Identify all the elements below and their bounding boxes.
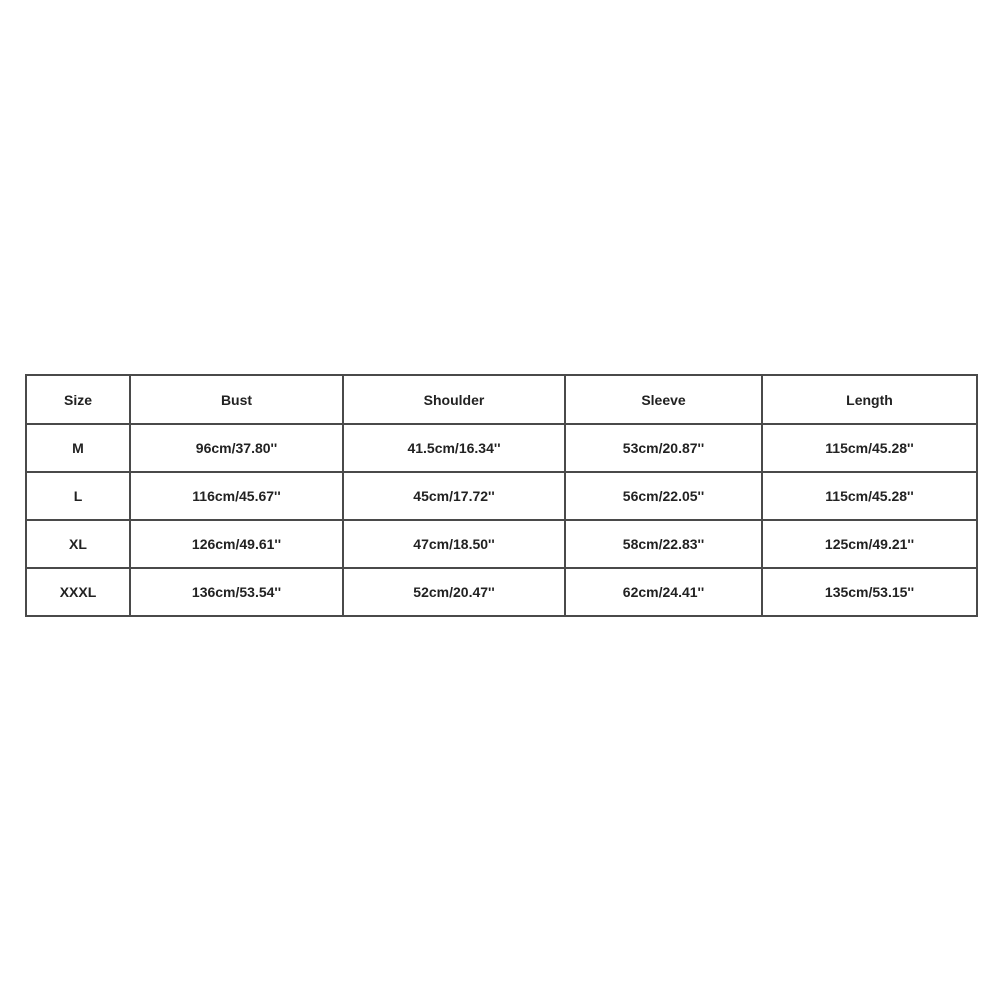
cell-sleeve: 53cm/20.87'': [565, 424, 762, 472]
table-row: [26, 568, 977, 616]
size-chart-table: [25, 374, 978, 617]
cell-size: XXXL: [26, 568, 130, 616]
cell-sleeve: 58cm/22.83'': [565, 520, 762, 568]
table-header-row: [26, 375, 977, 424]
cell-size: M: [26, 424, 130, 472]
header-size: Size: [26, 375, 130, 424]
cell-bust: 136cm/53.54'': [130, 568, 343, 616]
cell-length: 115cm/45.28'': [762, 472, 977, 520]
cell-size: L: [26, 472, 130, 520]
cell-size: XL: [26, 520, 130, 568]
cell-length: 115cm/45.28'': [762, 424, 977, 472]
cell-sleeve: 62cm/24.41'': [565, 568, 762, 616]
cell-shoulder: 41.5cm/16.34'': [343, 424, 565, 472]
cell-bust: 116cm/45.67'': [130, 472, 343, 520]
cell-shoulder: 52cm/20.47'': [343, 568, 565, 616]
cell-sleeve: 56cm/22.05'': [565, 472, 762, 520]
header-bust: Bust: [130, 375, 343, 424]
cell-length: 135cm/53.15'': [762, 568, 977, 616]
table-row: [26, 520, 977, 568]
header-length: Length: [762, 375, 977, 424]
table-row: [26, 424, 977, 472]
header-sleeve: Sleeve: [565, 375, 762, 424]
cell-length: 125cm/49.21'': [762, 520, 977, 568]
cell-shoulder: 47cm/18.50'': [343, 520, 565, 568]
cell-bust: 126cm/49.61'': [130, 520, 343, 568]
cell-shoulder: 45cm/17.72'': [343, 472, 565, 520]
header-shoulder: Shoulder: [343, 375, 565, 424]
cell-bust: 96cm/37.80'': [130, 424, 343, 472]
table-row: [26, 472, 977, 520]
